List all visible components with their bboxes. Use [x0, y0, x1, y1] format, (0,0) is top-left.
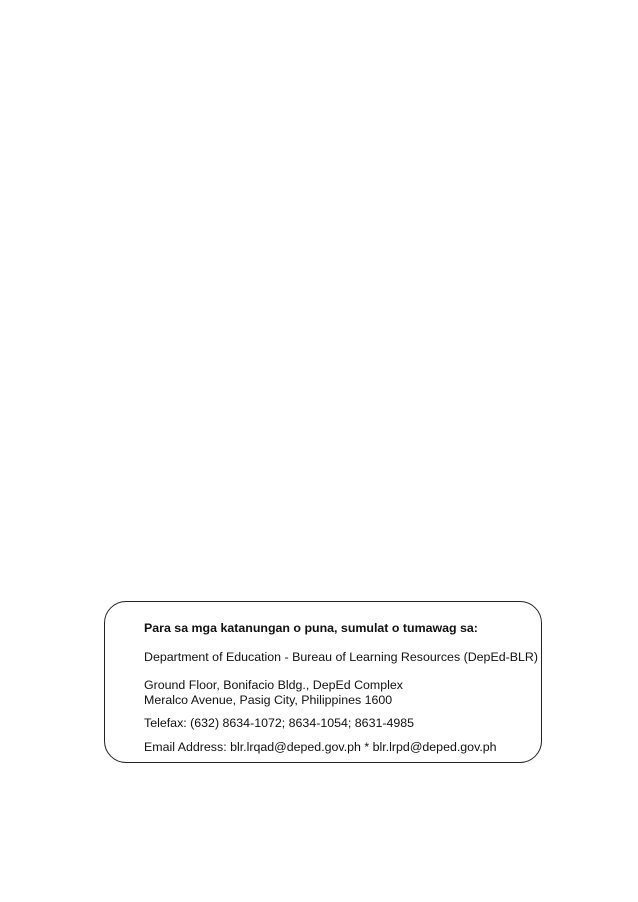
address-line-2: Meralco Avenue, Pasig City, Philippines 1600	[144, 693, 393, 707]
contact-info-box	[104, 601, 542, 763]
contact-heading: Para sa mga katanungan o puna, sumulat o tumawag sa:	[144, 621, 478, 635]
telefax-numbers: Telefax: (632) 8634-1072; 8634-1054; 8631-4985	[144, 716, 415, 730]
email-addresses: Email Address: blr.lrqad@deped.gov.ph * blr.lrpd@deped.gov.ph	[144, 740, 497, 754]
address-line-1: Ground Floor, Bonifacio Bldg., DepEd Complex	[144, 678, 403, 692]
department-name: Department of Education - Bureau of Learning Resources (DepEd-BLR)	[144, 650, 538, 664]
